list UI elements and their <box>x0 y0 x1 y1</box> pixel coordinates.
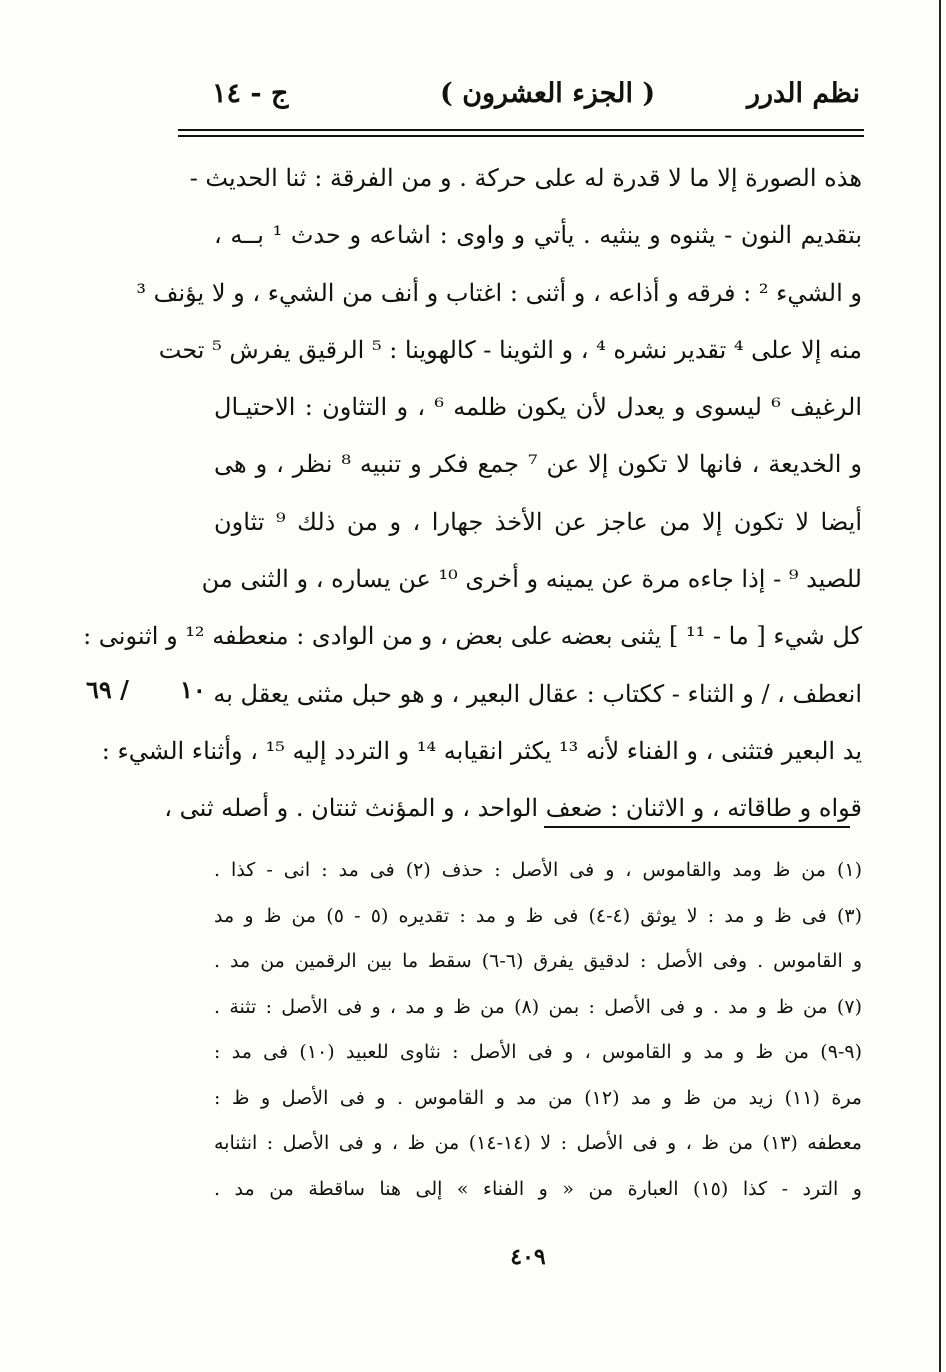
text-line: للصيد ⁹ - إذا جاءه مرة عن يمينه و أخرى ¹⁰ عن يساره ، و الثنى من <box>201 565 862 594</box>
text-line: الرغيف ⁶ ليسوى و يعدل لأن يكون ظلمه ⁶ ، و التثاون : الاحتيـال <box>214 393 862 422</box>
footnote-separator <box>544 826 850 828</box>
text-line: كل شيء [ ما - ¹¹ ] يثنى بعضه على بعض ، و من الوادى : منعطفه ¹² و اثنونى : <box>83 622 862 651</box>
page-edge-line <box>939 0 941 1372</box>
header-rule <box>178 129 864 131</box>
running-head-part: ( الجزء العشرون ) <box>440 78 656 109</box>
footnote-line: و الترد - كذا (١٥) العبارة من « و الفناء » إلى هنا ساقطة من مد . <box>214 1177 862 1200</box>
footnotes <box>214 848 862 1212</box>
text-line: هذه الصورة إلا ما لا قدرة له على حركة . و من الفرقة : ثنا الحديث - <box>189 164 862 192</box>
text-line: قواه و طاقاته ، و الاثنان : ضعف الواحد ، و المؤنث ثنتان . و أصله ثنى ، <box>164 794 862 823</box>
text-line: بتقديم النون - يثنوه و ينثيه . يأتي و واوى : اشاعه و حدث ¹ بــه ، <box>214 221 862 250</box>
line-number-marker: ١٠ <box>180 675 206 704</box>
header-rule-double <box>178 135 864 137</box>
footnote-line: (٣) فى ظ و مد : لا يوثق (٤-٤) فى ظ و مد : تقديره (٥ - ٥) من ظ و مد <box>214 904 863 927</box>
running-head-volume: ج - ١٤ <box>212 78 289 109</box>
text-line: منه إلا على ⁴ تقدير نشره ⁴ ، و الثوينا - كالهوينا : ⁵ الرقيق يفرش ⁵ تحت <box>158 335 862 364</box>
text-line: و الشيء ² : فرقه و أذاعه ، و أثنى : اغتاب و أنف من الشيء ، و لا يؤنف ³ <box>136 278 862 307</box>
text-line: أيضا لا تكون إلا من عاجز عن الأخذ جهارا ، و من ذلك ⁹ تثاون <box>214 507 863 536</box>
running-head-title: نظم الدرر <box>746 78 860 109</box>
margin-page-reference: ٦٩ / <box>86 675 129 704</box>
text-line: يد البعير فتثنى ، و الفناء لأنه ¹³ يكثر انقيابه ¹⁴ و التردد إليه ¹⁵ ، وأثناء الشيء : <box>101 736 862 765</box>
footnote-line: مرة (١١) زيد من ظ و مد (١٢) من مد و القاموس . و فى الأصل و ظ : <box>214 1086 862 1109</box>
footnote-line: (٩-٩) من ظ و مد و القاموس ، و فى الأصل : نثاوى للعبيد (١٠) فى مد : <box>214 1041 862 1063</box>
footnote-line: و القاموس . وفى الأصل : لدقيق يفرق (٦-٦) سقط ما بين الرقمين من مد . <box>214 950 862 972</box>
footnote-line: (١) من ظ ومد والقاموس ، و فى الأصل : حذف (٢) فى مد : انى - كذا . <box>214 859 863 881</box>
footnote-line: (٧) من ظ و مد . و فى الأصل : بمن (٨) من ظ و مد ، و فى الأصل : تثنة . <box>214 995 862 1018</box>
text-line: انعطف ، / و الثناء - ككتاب : عقال البعير ، و هو حبل مثنى يعقل به <box>213 679 862 708</box>
text-line: و الخديعة ، فانها لا تكون إلا عن ⁷ جمع فكر و تنبيه ⁸ نظر ، و هى <box>214 450 862 479</box>
page-number: ٤٠٩ <box>510 1244 546 1270</box>
footnote-line: معطفه (١٣) من ظ ، و فى الأصل : لا (١٤-١٤) من ظ ، و فى الأصل : انثنابه <box>214 1132 862 1154</box>
